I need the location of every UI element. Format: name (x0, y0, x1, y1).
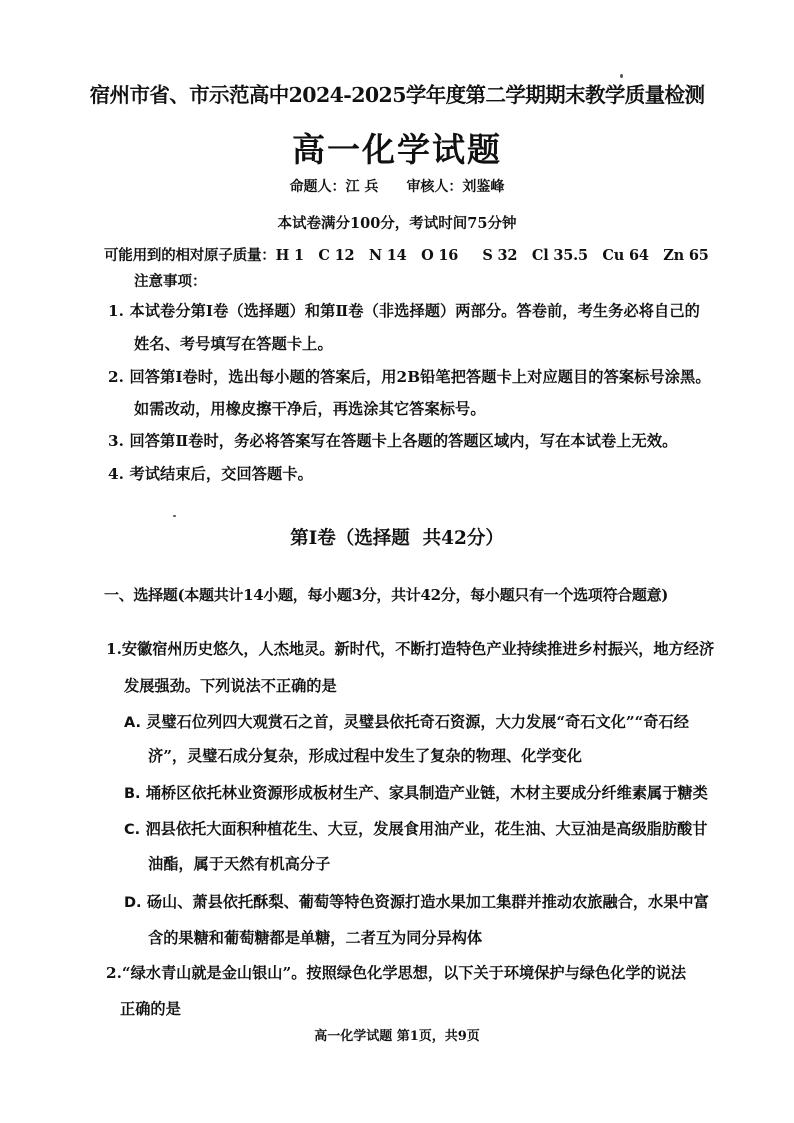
question-stem (106, 962, 686, 983)
option-a (124, 711, 689, 732)
notice-item (108, 366, 711, 387)
option-text: 灵璧石位列四大观赏石之首，灵璧县依托奇石资源，大力发展“奇石文化”“奇石经 (146, 713, 689, 731)
notice-item-continued: 姓名、考号填写在答题卡上。 (134, 335, 333, 353)
option-text: 砀山、萧县依托酥梨、葡萄等特色资源打造水果加工集群并推动农旅融合，水果中富 (146, 893, 709, 911)
option-letter: B. (124, 786, 141, 802)
option-d (124, 891, 709, 912)
question-stem-text: “绿水青山就是金山银山”。按照绿色化学思想，以下关于环境保护与绿色化学的说法 (121, 964, 687, 982)
part-title: 一、选择题(本题共计14小题，每小题3分，共计42分，每小题只有一个选项符合题意) (104, 586, 669, 604)
option-letter: C. (124, 822, 141, 838)
notice-item-number: 2. (108, 368, 125, 386)
option-d-continued: 含的果糖和葡萄糖都是单糖，二者互为同分异构体 (148, 929, 483, 947)
notice-item-number: 4. (108, 465, 125, 483)
notice-item (108, 430, 677, 451)
option-b (124, 782, 708, 803)
option-a-continued: 济”，灵璧石成分复杂，形成过程中发生了复杂的物理、化学变化 (148, 747, 582, 765)
notice-item-number: 1. (108, 302, 125, 320)
page-footer: 高一化学试题 第1页，共9页 (314, 1029, 480, 1044)
atomic-masses: 可能用到的相对原子质量：H 1 C 12 N 14 O 16 S 32 Cl 35.5 Cu 64 Zn 65 (104, 247, 709, 264)
scan-speck (620, 74, 623, 78)
question-stem (106, 638, 714, 659)
exam-score-info: 本试卷满分100分，考试时间75分钟 (277, 215, 517, 232)
option-text: 埇桥区依托林业资源形成板材生产、家具制造产业链，木材主要成分纤维素属于糖类 (145, 784, 708, 802)
notice-item-text: 回答第Ⅱ卷时，务必将答案写在答题卡上各题的答题区域内，写在本试卷上无效。 (129, 432, 678, 450)
option-letter: A. (124, 715, 141, 731)
notice-item (108, 463, 313, 484)
option-c-continued: 油酯，属于天然有机高分子 (148, 855, 331, 873)
exam-reviewer: 审核人：刘鉴峰 (406, 179, 505, 195)
question-stem-continued: 正确的是 (120, 1000, 181, 1018)
notice-item-text: 考试结束后，交回答题卡。 (129, 465, 313, 483)
notice-title: 注意事项： (134, 273, 207, 290)
option-c (124, 818, 707, 839)
exam-author: 命题人：江 兵 (289, 179, 379, 195)
scan-speck (173, 515, 176, 517)
question-number: 2. (106, 964, 122, 982)
notice-item-text: 本试卷分第Ⅰ卷（选择题）和第Ⅱ卷（非选择题）两部分。答卷前，考生务必将自己的 (129, 302, 700, 320)
notice-item-continued: 如需改动，用橡皮擦干净后，再选涂其它答案标号。 (134, 400, 486, 418)
section-title: 第Ⅰ卷（选择题 共42分） (290, 528, 504, 549)
question-number: 1. (106, 640, 122, 658)
question-stem-text: 安徽宿州历史悠久，人杰地灵。新时代，不断打造特色产业持续推进乡村振兴，地方经济 (121, 640, 715, 658)
notice-item-text: 回答第Ⅰ卷时，选出每小题的答案后，用2B铅笔把答题卡上对应题目的答案标号涂黑。 (129, 368, 711, 386)
exam-authors (0, 176, 794, 196)
option-letter: D. (124, 895, 142, 911)
exam-school-line: 宿州市省、市示范高中2024-2025学年度第二学期期末教学质量检测 (89, 83, 705, 107)
notice-item-number: 3. (108, 432, 125, 450)
option-text: 泗县依托大面积种植花生、大豆，发展食用油产业，花生油、大豆油是高级脂肪酸甘 (145, 820, 708, 838)
exam-subject-title: 高一化学试题 (292, 130, 502, 169)
notice-item (108, 300, 700, 321)
question-stem-continued: 发展强劲。下列说法不正确的是 (124, 677, 337, 695)
